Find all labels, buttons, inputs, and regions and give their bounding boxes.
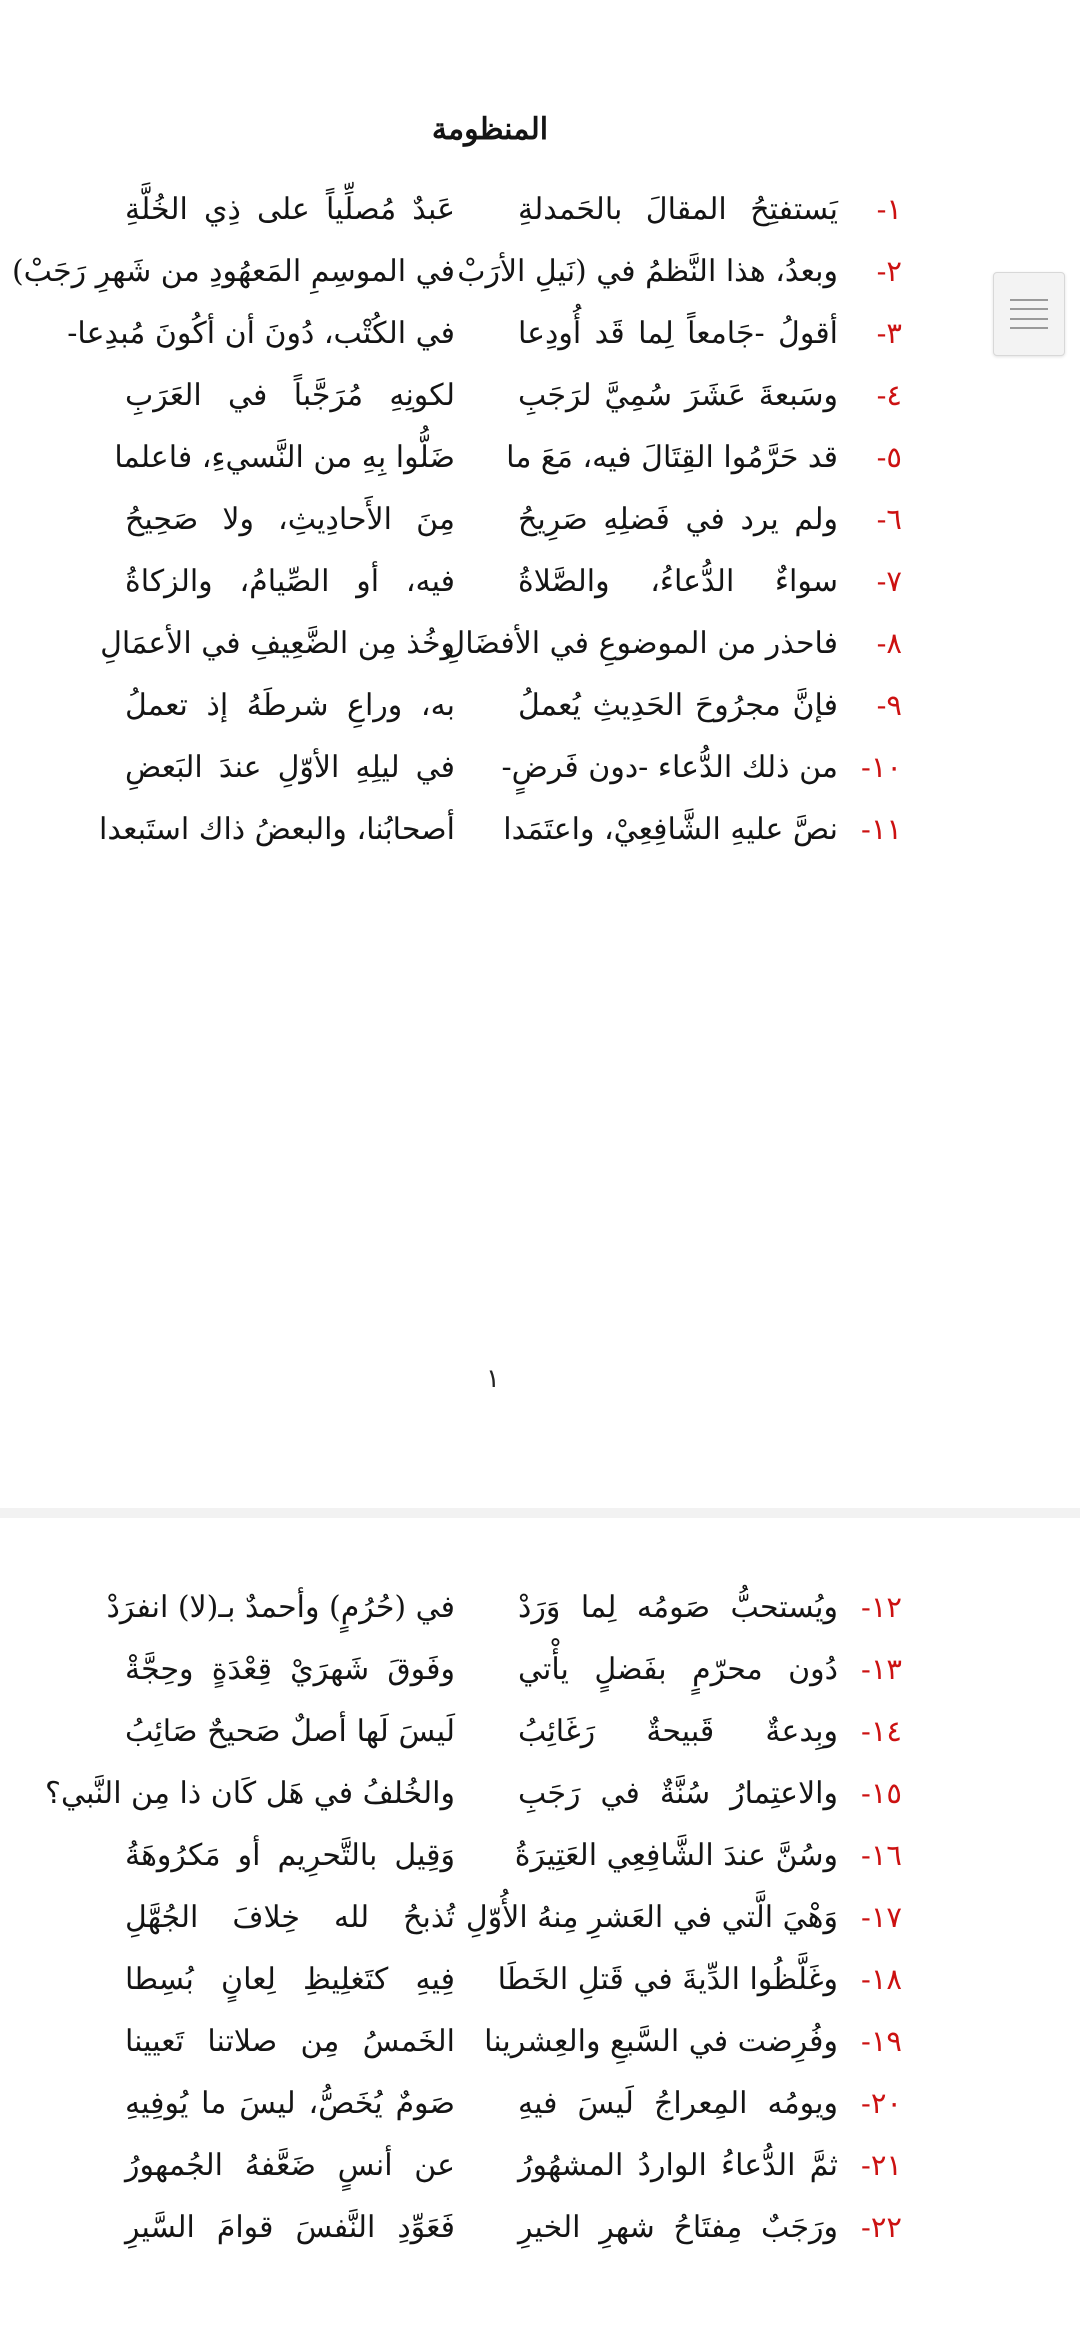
- verse-number: ١٢-: [861, 1590, 902, 1624]
- verse-first-hemistich: ولم يرد في فَضلِهِ صَرِيحُ: [518, 502, 838, 537]
- verse-number: ٢٠-: [861, 2086, 902, 2120]
- verse-first-hemistich: من ذلك الدُّعاء -دون فَرضٍ-: [501, 750, 838, 785]
- verse-row: [0, 1952, 1080, 2014]
- menu-button[interactable]: [993, 272, 1065, 356]
- verse-second-hemistich: الخَمسُ مِن صلاتنا تَعيينا: [125, 2024, 455, 2059]
- verse-list: [0, 1580, 1080, 2262]
- verse-second-hemistich: والخُلفُ في هَل كَان ذا مِن النَّبي؟: [45, 1776, 455, 1811]
- verse-second-hemistich: أصحابُنا، والبعضُ ذاك استَبعدا: [99, 812, 455, 847]
- verse-first-hemistich: ثمَّ الدُّعاءُ الواردُ المشهُورُ: [518, 2148, 838, 2183]
- verse-row: [0, 2014, 1080, 2076]
- verse-number: ٥-: [876, 440, 902, 474]
- verse-row: [0, 368, 1080, 430]
- poem-title: المنظومة: [431, 112, 549, 147]
- verse-list: [0, 182, 1080, 864]
- verse-first-hemistich: فإنَّ مجرُوحَ الحَدِيثِ يُعملُ: [518, 688, 838, 723]
- verse-second-hemistich: في ليلِهِ الأوّلِ عندَ البَعضِ: [125, 750, 455, 785]
- verse-first-hemistich: قد حَرَّمُوا القِتَالَ فيه، مَعَ ما: [506, 440, 838, 475]
- verse-first-hemistich: وفُرِضت في السَّبعِ والعِشرينا: [484, 2024, 838, 2059]
- verse-row: [0, 802, 1080, 864]
- verse-number: ١٤-: [861, 1714, 902, 1748]
- verse-second-hemistich: فَعَوِّدِ النَّفسَ قوامَ السَّيرِ: [125, 2210, 455, 2245]
- verse-row: [0, 2138, 1080, 2200]
- verse-first-hemistich: دُون محرّمٍ بفَضلٍ يأْتي: [518, 1652, 838, 1687]
- verse-row: [0, 616, 1080, 678]
- verse-row: [0, 306, 1080, 368]
- verse-row: [0, 1642, 1080, 1704]
- verse-second-hemistich: به، وراعِ شرطَهُ إذ تعملُ: [125, 688, 455, 723]
- verse-row: [0, 740, 1080, 802]
- verse-second-hemistich: وَقِيل بالتَّحرِيم أو مَكرُوهَةُ: [125, 1838, 455, 1873]
- verse-row: [0, 1580, 1080, 1642]
- verse-row: [0, 1828, 1080, 1890]
- verse-row: [0, 430, 1080, 492]
- page-separator: [0, 1508, 1080, 1518]
- verse-first-hemistich: وبِدعةٌ قَبيحةٌ رَغَائِبُ: [518, 1714, 838, 1749]
- verse-number: ٣-: [876, 316, 902, 350]
- verse-number: ١٣-: [861, 1652, 902, 1686]
- document-page-2: [0, 1518, 1080, 2340]
- hamburger-menu-icon: [1010, 299, 1048, 329]
- verse-number: ١٦-: [861, 1838, 902, 1872]
- verse-second-hemistich: لَيسَ لَها أصلٌ صَحيحٌ صَائِبُ: [125, 1714, 455, 1749]
- verse-first-hemistich: أقولُ -جَامعاً لِما قَد أُودِعا: [518, 316, 838, 351]
- verse-number: ١٠-: [861, 750, 902, 784]
- verse-row: [0, 1890, 1080, 1952]
- verse-second-hemistich: وخُذ مِن الضَّعِيفِ في الأعمَالِ: [100, 626, 455, 661]
- verse-row: [0, 182, 1080, 244]
- verse-second-hemistich: لكونِهِ مُرَجَّباً في العَرَبِ: [125, 378, 455, 413]
- verse-second-hemistich: صَومٌ يُخَصُّ، ليسَ ما يُوفِيهِ: [125, 2086, 455, 2121]
- verse-first-hemistich: نصَّ عليهِ الشَّافِعِيْ، واعتَمَدا: [503, 812, 838, 847]
- verse-first-hemistich: وَهْيَ الَّتي في العَشرِ مِنهُ الأُوّلِ: [465, 1900, 838, 1935]
- verse-first-hemistich: سواءٌ الدُّعاءُ، والصَّلاةُ: [518, 564, 838, 599]
- verse-second-hemistich: عَبدٌ مُصلِّياً على ذِي الخُلَّةِ: [125, 192, 455, 227]
- verse-number: ٧-: [876, 564, 902, 598]
- verse-row: [0, 1766, 1080, 1828]
- verse-number: ٨-: [876, 626, 902, 660]
- verse-second-hemistich: مِنَ الأَحادِيثِ، ولا صَحِيحُ: [125, 502, 455, 537]
- verse-first-hemistich: وبعدُ، هذا النَّظمُ في (نَيلِ الأرَبْ: [457, 254, 838, 289]
- verse-number: ١٩-: [861, 2024, 902, 2058]
- page-number: ١: [486, 1364, 500, 1394]
- verse-first-hemistich: وغَلَّظُوا الدِّيةَ في قَتلِ الخَطَا: [497, 1962, 838, 1997]
- verse-first-hemistich: ورَجَبٌ مِفتَاحُ شهرِ الخيرِ: [518, 2210, 838, 2245]
- verse-number: ١٧-: [861, 1900, 902, 1934]
- verse-row: [0, 2200, 1080, 2262]
- verse-row: [0, 2076, 1080, 2138]
- verse-number: ١١-: [861, 812, 902, 846]
- verse-row: [0, 492, 1080, 554]
- verse-number: ١٨-: [861, 1962, 902, 1996]
- verse-first-hemistich: ويومُه المِعراجُ لَيسَ فيهِ: [518, 2086, 838, 2121]
- verse-first-hemistich: والاعتِمارُ سُنَّةٌ في رَجَبِ: [518, 1776, 838, 1811]
- verse-second-hemistich: ضَلُّوا بِهِ من النَّسيءِ، فاعلما: [114, 440, 455, 475]
- verse-second-hemistich: في الكُتْب، دُونَ أن أكُونَ مُبدِعا-: [67, 316, 455, 351]
- verse-first-hemistich: وسُنَّ عندَ الشَّافِعِي العَتِيرَةُ: [514, 1838, 838, 1873]
- verse-first-hemistich: وسَبعةَ عَشَرَ سُمِيَّ لرَجَبِ: [518, 378, 838, 413]
- verse-number: ١٥-: [861, 1776, 902, 1810]
- verse-first-hemistich: فاحذر من الموضوعِ في الأفضَالِ: [443, 626, 838, 661]
- verse-row: [0, 678, 1080, 740]
- verse-row: [0, 244, 1080, 306]
- verse-row: [0, 1704, 1080, 1766]
- verse-number: ٢٢-: [861, 2210, 902, 2244]
- verse-number: ٢-: [876, 254, 902, 288]
- verse-number: ١-: [876, 192, 902, 226]
- verse-first-hemistich: يَستفتِحُ المقالَ بالحَمدلةِ: [518, 192, 838, 227]
- verse-second-hemistich: فِيهِ كتَغلِيظِ لِعانٍ بُسِطا: [125, 1962, 455, 1997]
- verse-second-hemistich: في (حُرُمٍ) وأحمدٌ بـ(لا) انفرَدْ: [106, 1590, 455, 1625]
- verse-second-hemistich: فيه، أو الصِّيامُ، والزكاةُ: [125, 564, 455, 599]
- verse-number: ٢١-: [861, 2148, 902, 2182]
- verse-first-hemistich: ويُستحبُّ صَومُه لِما وَرَدْ: [518, 1590, 838, 1625]
- verse-number: ٤-: [876, 378, 902, 412]
- verse-second-hemistich: وفَوقَ شَهرَيْ قِعْدَةٍ وحِجَّةْ: [125, 1652, 455, 1687]
- verse-number: ٩-: [876, 688, 902, 722]
- verse-second-hemistich: تُذبحُ لله خِلافَ الجُهَّلِ: [125, 1900, 455, 1935]
- verse-number: ٦-: [876, 502, 902, 536]
- verse-row: [0, 554, 1080, 616]
- verse-second-hemistich: عن أنسٍ ضَعَّفهُ الجُمهورُ: [125, 2148, 455, 2183]
- verse-second-hemistich: في الموسِمِ المَعهُودِ من شَهرِ رَجَبْ): [11, 254, 455, 289]
